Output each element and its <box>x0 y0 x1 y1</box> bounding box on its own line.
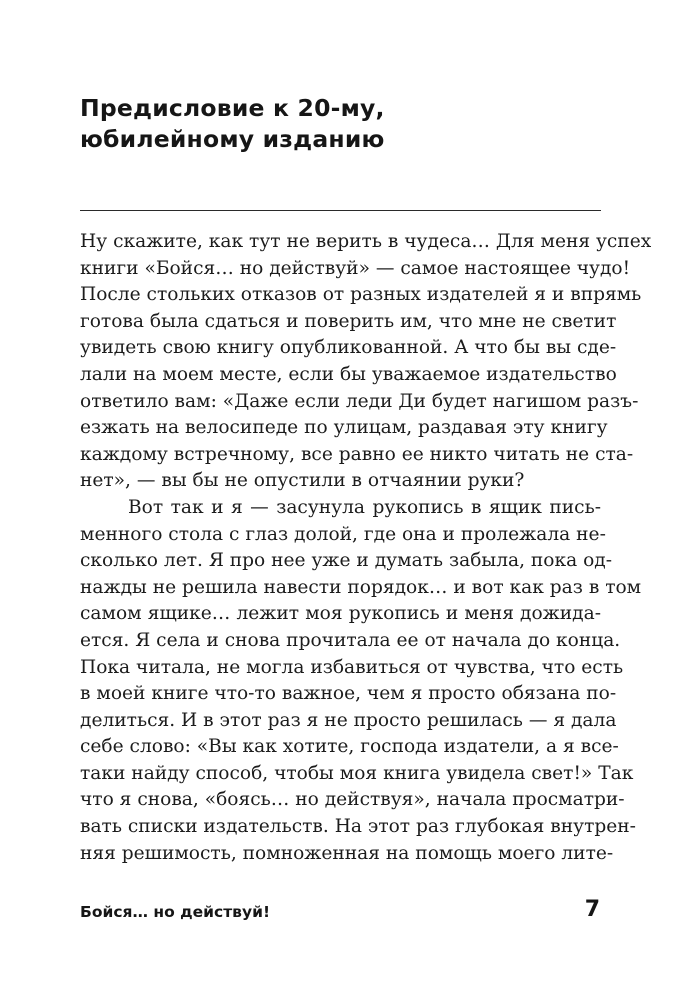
running-footer-title: Бойся… но действуй! <box>80 903 271 921</box>
text-line: нажды не решила навести порядок… и вот как раз в том <box>80 576 642 598</box>
text-line: в моей книге что-то важное, чем я просто обязана по- <box>80 683 617 705</box>
text-line: нет», — вы бы не опустили в отчаянии руки? <box>80 470 525 492</box>
text-line: каждому встречному, все равно ее никто читать не ста- <box>80 443 634 465</box>
text-line: готова была сдаться и поверить им, что мне не светит <box>80 310 617 332</box>
text-line: вать списки издательств. На этот раз глубокая внутрен- <box>80 816 636 838</box>
text-line: лали на моем месте, если бы уважаемое издательство <box>80 363 617 385</box>
chapter-heading-line-2: юбилейному изданию <box>80 125 385 153</box>
text-line: что я снова, «боясь… но действуя», начала просматри- <box>80 789 625 811</box>
page-number: 7 <box>584 897 600 922</box>
text-line: ется. Я села и снова прочитала ее от начала до конца. <box>80 629 621 651</box>
text-line: езжать на велосипеде по улицам, раздавая эту книгу <box>80 417 608 439</box>
chapter-heading-line-1: Предисловие к 20-му, <box>80 94 385 122</box>
body-text <box>80 229 652 867</box>
text-line: себе слово: «Вы как хотите, господа издатели, а я все- <box>80 736 619 758</box>
text-line: Вот так и я — засунула рукопись в ящик пись- <box>128 496 601 518</box>
text-line: менного стола с глаз долой, где она и пролежала не- <box>80 523 606 545</box>
text-line: сколько лет. Я про нее уже и думать забыла, пока од- <box>80 550 613 572</box>
text-line: увидеть свою книгу опубликованной. А что бы вы сде- <box>80 337 617 359</box>
text-line: таки найду способ, чтобы моя книга увидела свет!» Так <box>80 762 634 784</box>
paragraph-2 <box>80 495 642 867</box>
heading-divider <box>80 210 601 211</box>
text-line: самом ящике… лежит моя рукопись и меня дожида- <box>80 603 601 625</box>
text-line: Ну скажите, как тут не верить в чудеса… Для меня успех <box>80 231 652 252</box>
paragraph-1 <box>80 229 652 495</box>
text-line: После стольких отказов от разных издателей я и впрямь <box>80 284 642 306</box>
text-line: Пока читала, не могла избавиться от чувства, что есть <box>80 656 624 678</box>
text-line: няя решимость, помноженная на помощь моего лите- <box>80 842 614 864</box>
text-line: делиться. И в этот раз я не просто решилась — я дала <box>80 709 617 731</box>
text-line: книги «Бойся… но действуй» — самое настоящее чудо! <box>80 257 631 279</box>
chapter-heading <box>80 93 620 155</box>
text-line: ответило вам: «Даже если леди Ди будет нагишом разъ- <box>80 390 639 412</box>
